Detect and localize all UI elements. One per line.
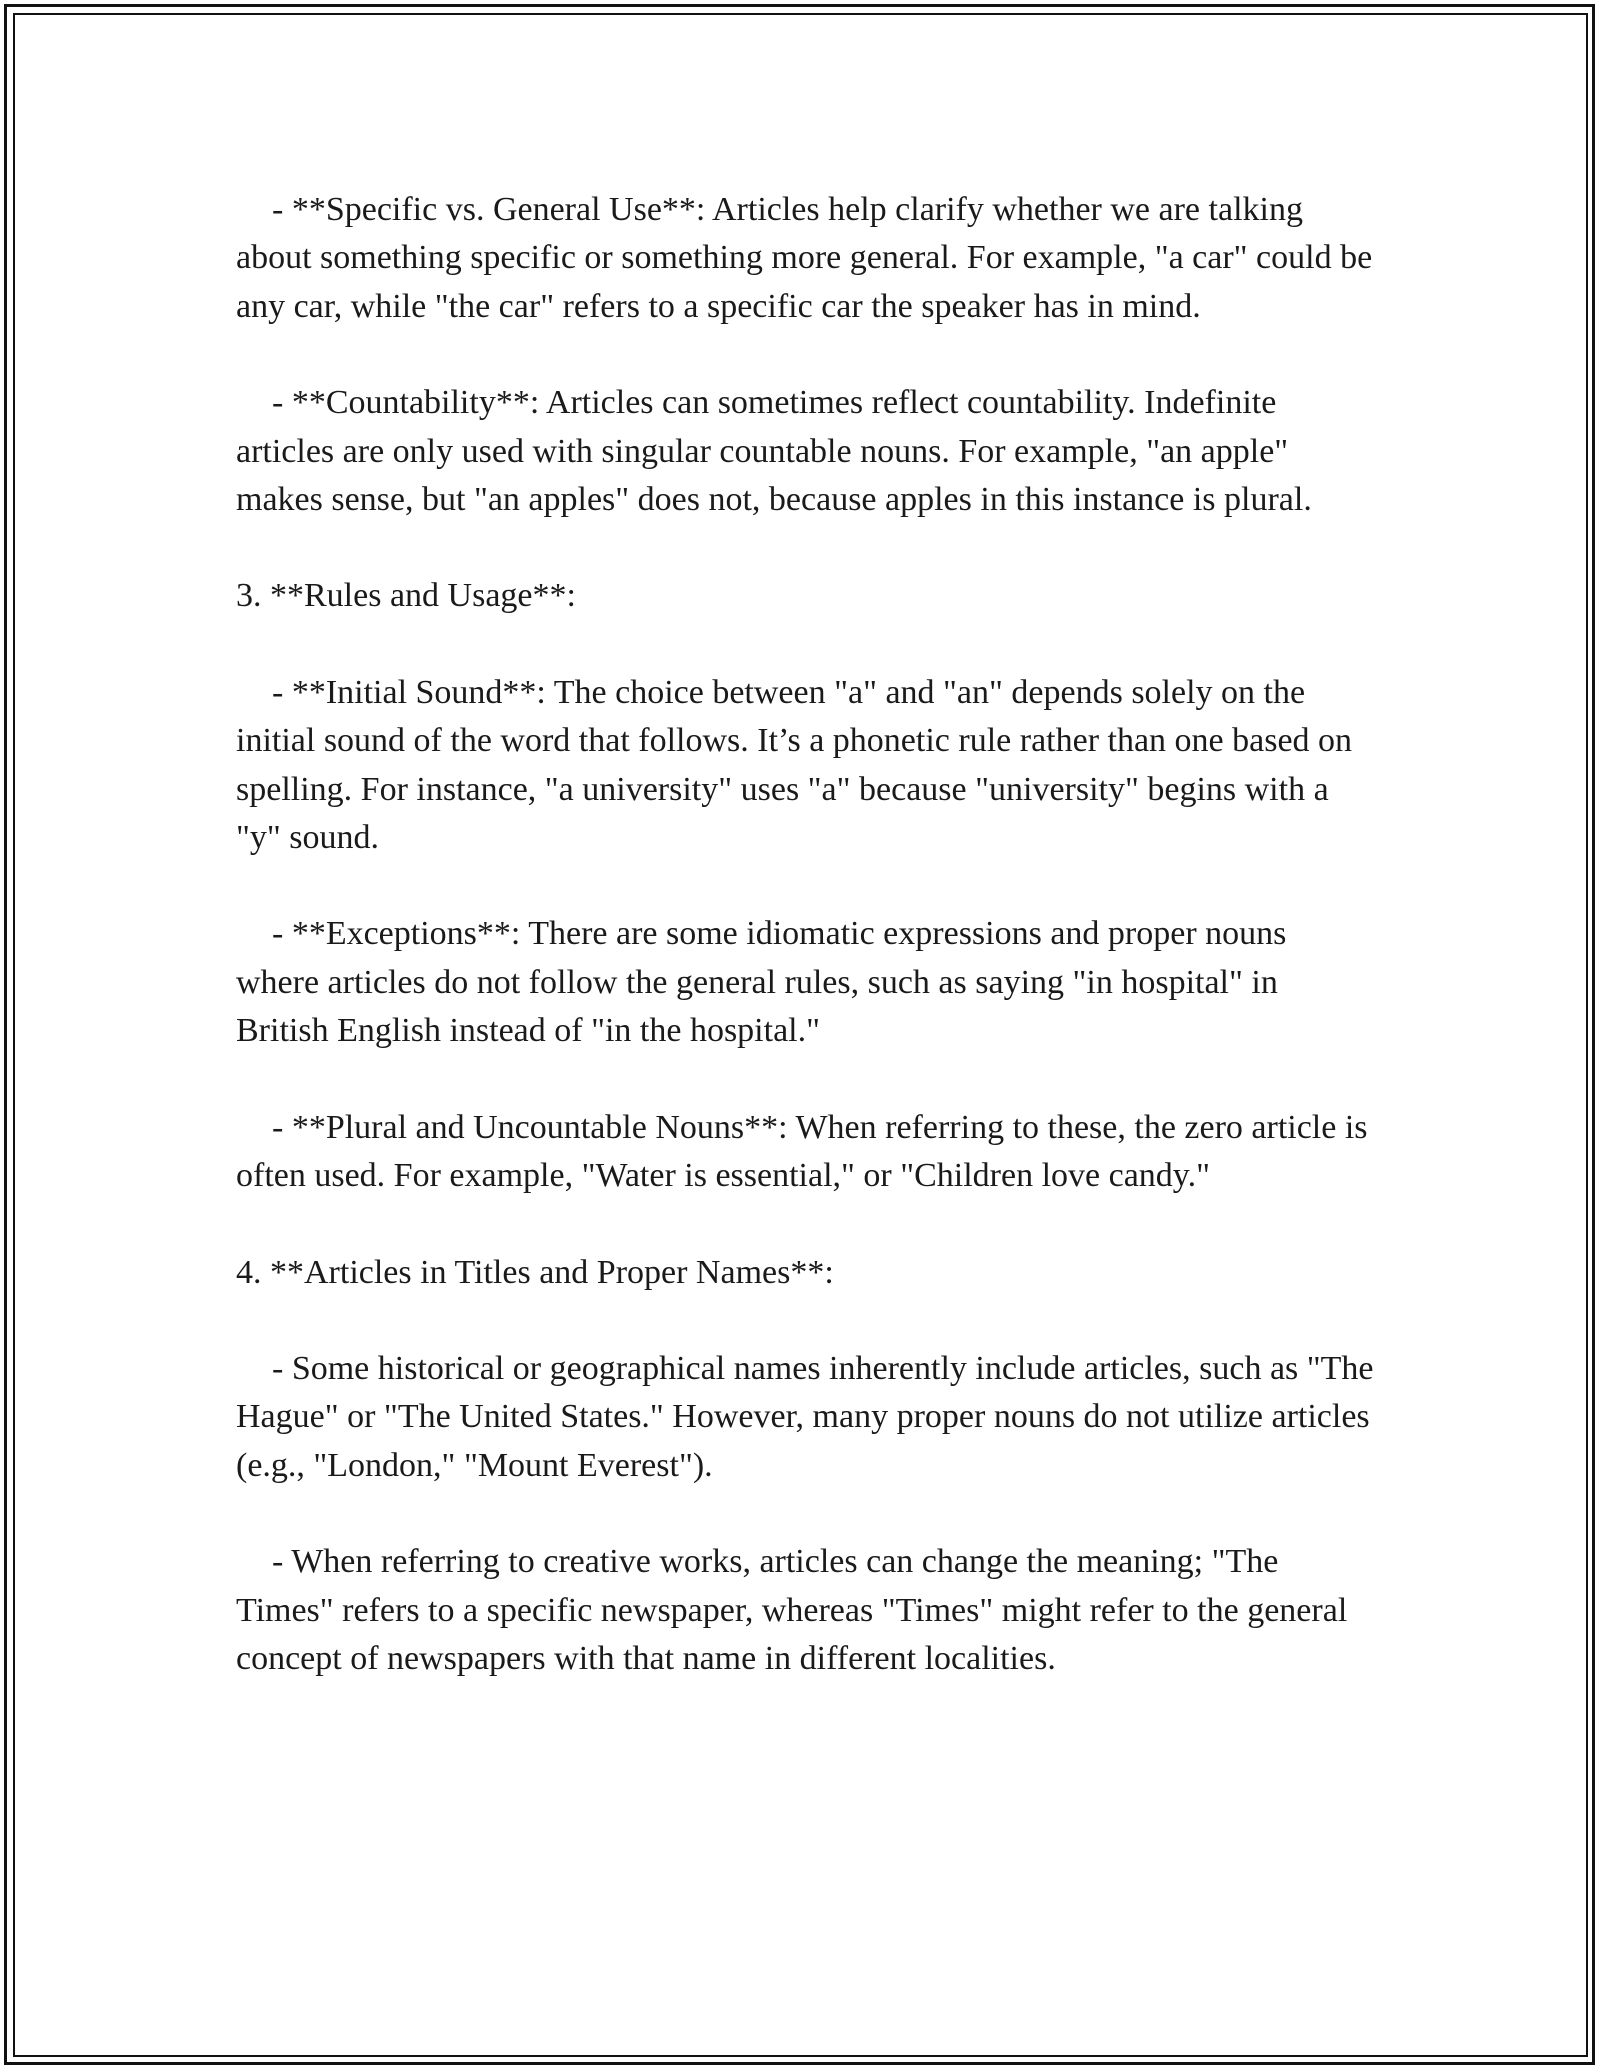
heading-articles-in-titles: 4. **Articles in Titles and Proper Names**: [236,1253,834,1291]
document-body [236,186,1376,1731]
paragraph-creative-works: - When referring to creative works, articles can change the meaning; "The Times" refers to a specific newspaper, whereas "Times" might refer to the general concept of newspapers with that name in different localities. [236,1543,1348,1677]
paragraph-historical-names: - Some historical or geographical names inherently include articles, such as "The Hague" or "The United States." However, many proper nouns do not utilize articles (e.g., "London," "Mount Everest"). [236,1349,1374,1484]
heading-rules-and-usage: 3. **Rules and Usage**: [236,577,576,615]
paragraph-exceptions: - **Exceptions**: There are some idiomatic expressions and proper nouns where articles do not follow the general rules, such as saying "in hospital" in British English instead of "in the hospital." [236,915,1287,1050]
paragraph-initial-sound: - **Initial Sound**: The choice between "a" and "an" depends solely on the initial sound of the word that follows. It’s a phonetic rule rather than one based on spelling. For instance, "a university" uses "a" because "university" begins with a "y" sound. [236,673,1353,857]
paragraph-countability: - **Countability**: Articles can sometimes reflect countability. Indefinite articles are only used with singular countable nouns. For example, "an apple" makes sense, but "an apples" does not, because apples in this instance is plural. [236,384,1312,519]
paragraph-specific-vs-general: - **Specific vs. General Use**: Articles help clarify whether we are talking about something specific or something more general. For example, "a car" could be any car, while "the car" refers to a specific car the speaker has in mind. [236,191,1373,325]
paragraph-plural-uncountable: - **Plural and Uncountable Nouns**: When referring to these, the zero article is often used. For example, "Water is essential," or "Children love candy." [236,1108,1368,1195]
